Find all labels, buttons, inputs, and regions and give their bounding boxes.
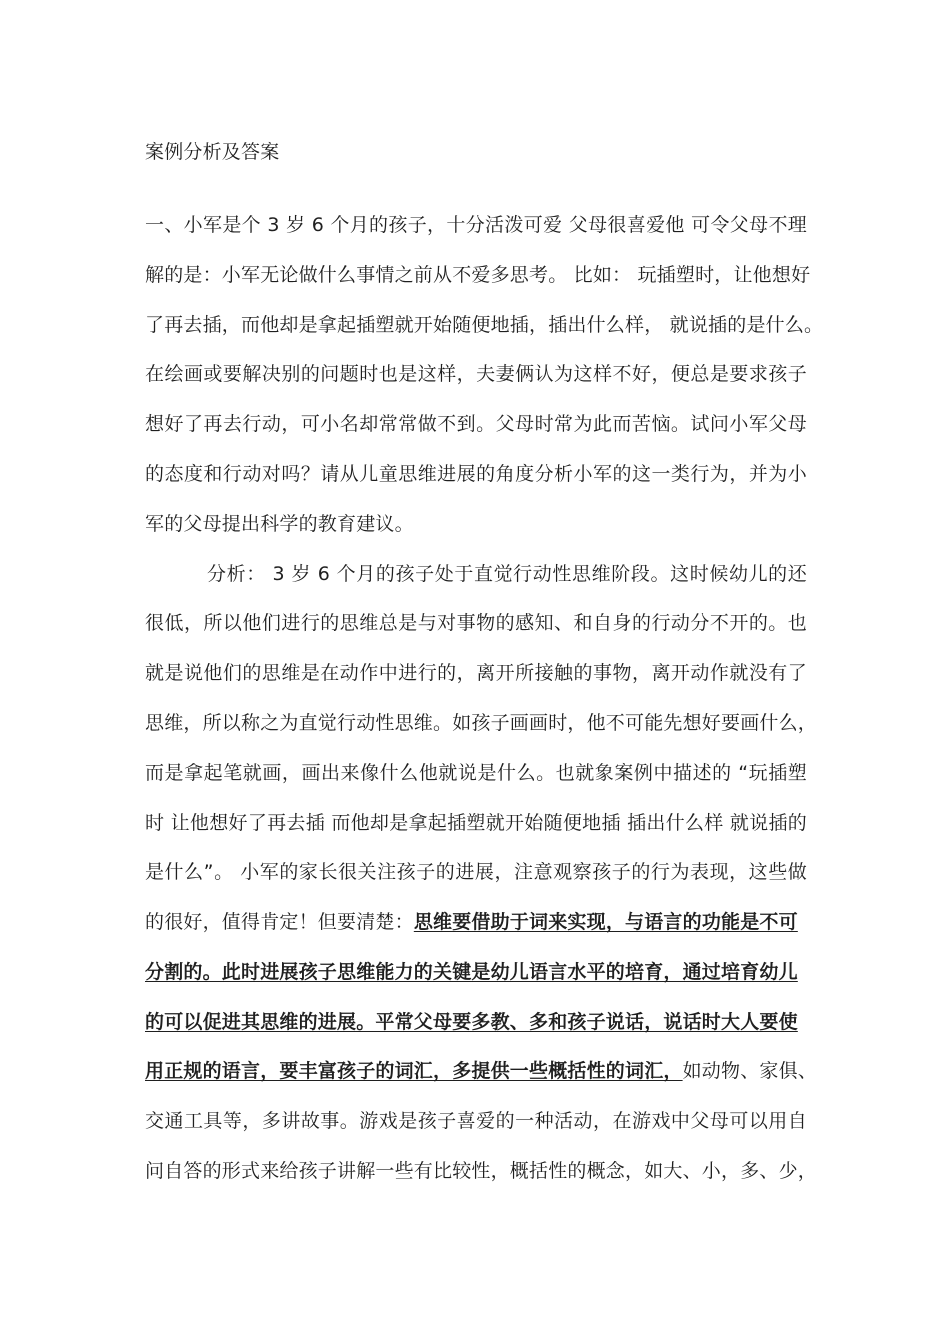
- analysis-line: 思维，所以称之为直觉行动性思维。如孩子画画时，他不可能先想好要画什么，: [145, 712, 818, 734]
- document-title: 案例分析及答案: [145, 141, 280, 163]
- question-line: 了再去插，而他却是拿起插塑就开始随便地插，插出什么样， 就说插的是什么。: [145, 314, 824, 336]
- analysis-plain-text: 的很好，值得肯定！但要清楚：: [145, 911, 414, 933]
- question-line: 的态度和行动对吗？请从儿童思维进展的角度分析小军的这一类行为，并为小: [145, 463, 807, 485]
- analysis-emphasis-text: 用正规的语言，要丰富孩子的词汇，多提供一些概括性的词汇，: [145, 1060, 683, 1082]
- analysis-line: 是什么”。 小军的家长很关注孩子的进展，注意观察孩子的行为表现，这些做: [145, 861, 807, 883]
- analysis-line: 就是说他们的思维是在动作中进行的，离开所接触的事物，离开动作就没有了: [145, 662, 807, 684]
- analysis-line: 而是拿起笔就画，画出来像什么他就说是什么。也就象案例中描述的 “玩插塑: [145, 762, 807, 784]
- analysis-emphasis-text: 思维要借助于词来实现，与语言的功能是不可: [413, 911, 798, 933]
- question-line: 在绘画或要解决别的问题时也是这样，夫妻俩认为这样不好，便总是要求孩子: [145, 363, 807, 385]
- analysis-line-mixed: [145, 1058, 817, 1084]
- question-line: 一、小军是个 3 岁 6 个月的孩子，十分活泼可爱 父母很喜爱他 可令父母不理: [145, 214, 807, 236]
- analysis-line: 分析： 3 岁 6 个月的孩子处于直觉行动性思维阶段。这时候幼儿的还: [207, 563, 807, 585]
- analysis-emphasis-line: 的可以促进其思维的进展。平常父母要多教、多和孩子说话，说话时大人要使: [145, 1011, 798, 1033]
- question-line: 想好了再去行动，可小名却常常做不到。父母时常为此而苦恼。试问小军父母: [145, 413, 807, 435]
- analysis-line: 时 让他想好了再去插 而他却是拿起插塑就开始随便地插 插出什么样 就说插的: [145, 812, 807, 834]
- analysis-line: 交通工具等，多讲故事。游戏是孩子喜爱的一种活动，在游戏中父母可以用自: [145, 1110, 807, 1132]
- analysis-line: 问自答的形式来给孩子讲解一些有比较性，概括性的概念，如大、小，多、少，: [145, 1160, 818, 1182]
- analysis-plain-text: 如动物、家俱、: [682, 1060, 818, 1082]
- question-line: 解的是：小军无论做什么事情之前从不爱多思考。 比如： 玩插塑时，让他想好: [145, 264, 811, 286]
- question-line: 军的父母提出科学的教育建议。: [145, 513, 414, 535]
- analysis-emphasis-line: 分割的。此时进展孩子思维能力的关键是幼儿语言水平的培育，通过培育幼儿: [145, 961, 798, 983]
- analysis-line-mixed: [145, 909, 798, 935]
- analysis-line: 很低，所以他们进行的思维总是与对事物的感知、和自身的行动分不开的。也: [145, 612, 807, 634]
